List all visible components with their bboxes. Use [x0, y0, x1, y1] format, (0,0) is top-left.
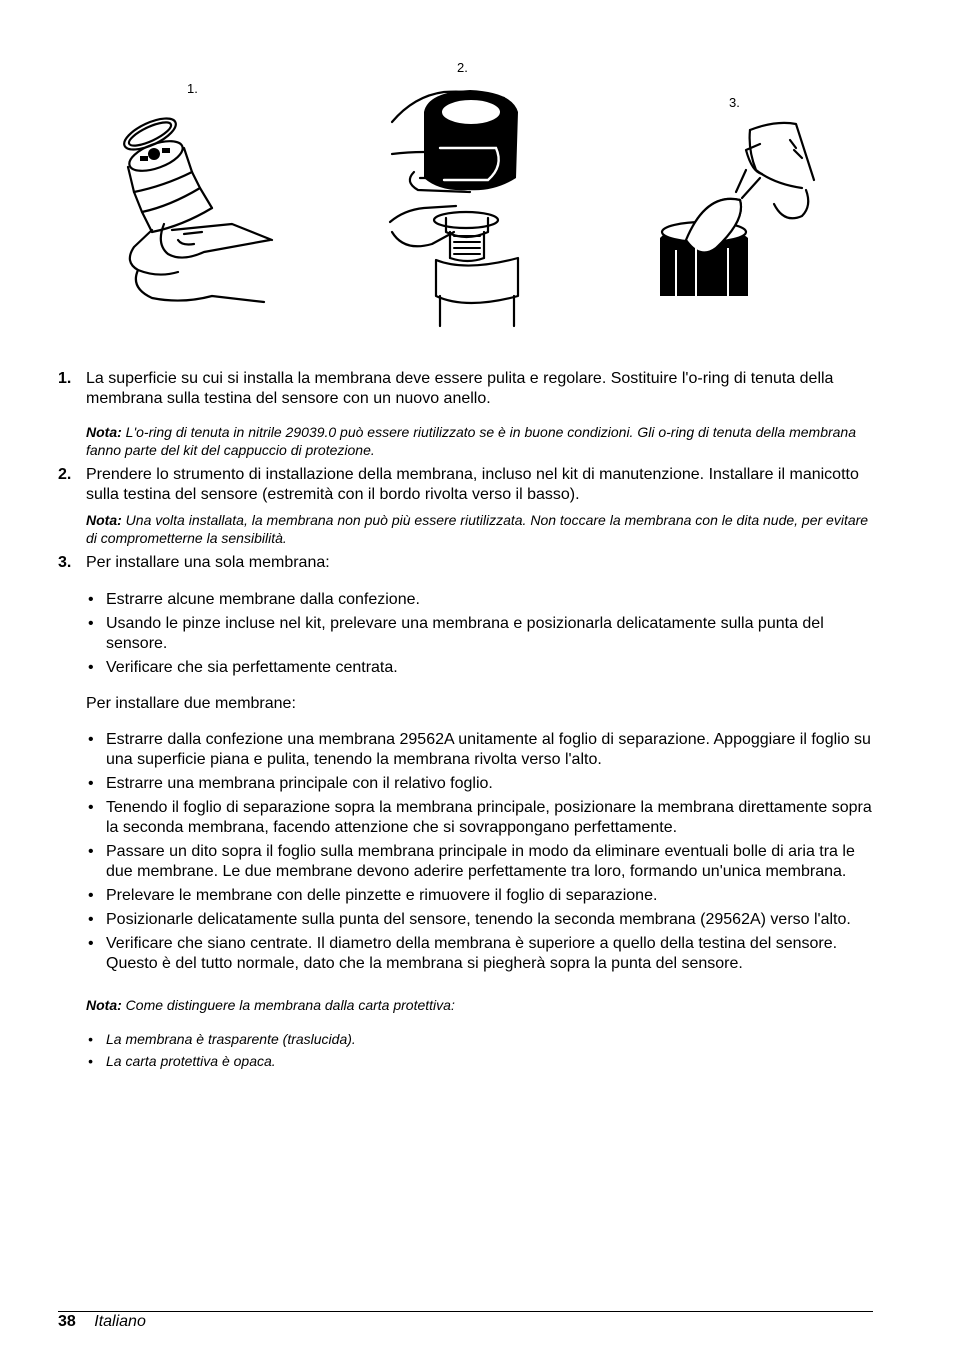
list-item: • Verificare che sia perfettamente centrata.: [86, 658, 873, 678]
step-text: La superficie su cui si installa la membrana deve essere pulita e regolare. Sostituire l'o-ring di tenuta della membrana sulla testina del sensore con un nuovo anello.: [86, 370, 834, 407]
list-item: • Usando le pinze incluse nel kit, prelevare una membrana e posizionarla delicatamente sulla punta del sensore.: [86, 614, 873, 654]
step-number: 3.: [58, 554, 72, 571]
page-number: 38: [58, 1313, 76, 1330]
footer-language: Italiano: [94, 1313, 146, 1330]
step-number: 1.: [58, 370, 72, 387]
list-item: • Passare un dito sopra il foglio sulla membrana principale in modo da eliminare eventuali bolle di aria tra le due membrane. Le due membrane devono aderire perfettamente tra loro, formando un'unica membrana.: [86, 842, 873, 882]
note: [86, 423, 873, 459]
note-label: Nota:: [86, 997, 122, 1013]
list-item: • La membrana è trasparente (traslucida).: [86, 1030, 873, 1048]
illustration-membrane-placement: [656, 120, 821, 298]
page-footer: [58, 1313, 146, 1331]
note: [86, 511, 873, 547]
instructions-body: [58, 369, 873, 1074]
list-item: • Posizionarle delicatamente sulla punta del sensore, tenendo la seconda membrana (29562A) verso l'alto.: [86, 910, 873, 930]
list-item: • Prelevare le membrane con delle pinzette e rimuovere il foglio di separazione.: [86, 886, 873, 906]
double-membrane-list: [86, 730, 873, 974]
figure-2-label: 2.: [457, 60, 468, 75]
note-label: Nota:: [86, 424, 122, 440]
step-number: 2.: [58, 466, 72, 483]
step-3: [58, 553, 873, 1070]
note-list: [86, 1030, 873, 1070]
note-label: Nota:: [86, 512, 122, 528]
list-item: • La carta protettiva è opaca.: [86, 1052, 873, 1070]
illustration-oring-replacement: [112, 112, 277, 312]
double-membrane-intro: Per installare due membrane:: [86, 695, 296, 712]
step-text: Per installare una sola membrana:: [86, 554, 330, 571]
step-1: [58, 369, 873, 459]
note-text: Una volta installata, la membrana non può più essere riutilizzata. Non toccare la membrana con le dita nude, per evitare di comprometterne la sensibilità.: [86, 512, 869, 546]
list-item: • Tenendo il foglio di separazione sopra la membrana principale, posizionare la membrana direttamente sopra la seconda membrana, facendo attenzione che si sovrappongano perfettamente.: [86, 798, 873, 838]
illustration-sleeve-installation: [384, 82, 544, 332]
list-item: • Estrarre dalla confezione una membrana 29562A unitamente al foglio di separazione. Appoggiare il foglio su una superficie piana e pulita, tenendo la membrana rivolta verso l'alto.: [86, 730, 873, 770]
step-text: Prendere lo strumento di installazione della membrana, incluso nel kit di manutenzione. Installare il manicotto sulla testina del sensore (estremità con il bordo rivolta verso il basso).: [86, 466, 859, 503]
footer-rule: [58, 1311, 873, 1312]
note: [86, 996, 873, 1014]
figure-3-label: 3.: [729, 95, 740, 110]
step-2: [58, 465, 873, 547]
list-item: • Estrarre alcune membrane dalla confezione.: [86, 590, 873, 610]
note-text: L'o-ring di tenuta in nitrile 29039.0 può essere riutilizzato se è in buone condizioni. Gli o-ring di tenuta della membrana fanno parte del kit del cappuccio di protezione.: [86, 424, 856, 458]
single-membrane-list: [86, 590, 873, 678]
list-item: • Verificare che siano centrate. Il diametro della membrana è superiore a quello della testina del sensore. Questo è del tutto normale, dato che la membrana si piegherà sopra la punta del sensore.: [86, 934, 873, 974]
figure-1-label: 1.: [187, 81, 198, 96]
note-text: Come distinguere la membrana dalla carta protettiva:: [125, 997, 455, 1013]
list-item: • Estrarre una membrana principale con il relativo foglio.: [86, 774, 873, 794]
